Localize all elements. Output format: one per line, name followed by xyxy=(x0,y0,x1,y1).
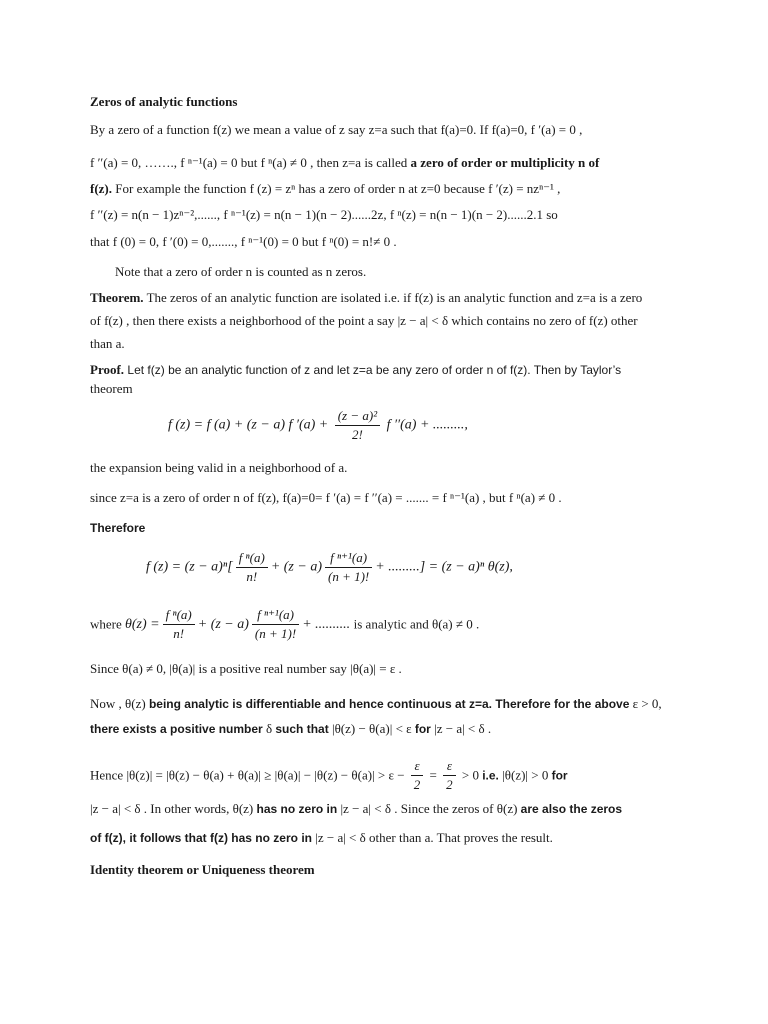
math-text: = xyxy=(426,767,441,783)
paragraph-line: By a zero of a function f(z) we mean a value of z say z=a such that f(a)=0. If f(a)=0, f ′(a) = 0 , xyxy=(90,122,583,137)
eq-text: + .........] = (z − a)ⁿ θ(z), xyxy=(375,559,513,575)
denominator: n! xyxy=(246,569,258,584)
theorem-text: The zeros of an analytic function are isolated i.e. if f(z) is an analytic function and z=a is a zero xyxy=(143,290,643,305)
math-text: > 0 xyxy=(458,767,483,783)
paragraph-line: the expansion being valid in a neighborhood of a. xyxy=(90,460,348,475)
sans-bold-text: being analytic is differentiable and hence continuous at z=a. Therefore for the above xyxy=(148,697,630,711)
math-text: |z − a| < δ . In other words, θ(z) xyxy=(90,801,257,816)
math-text: f ′′(a) = 0, ……., f ⁿ⁻¹(a) = 0 but f ⁿ(a) ≠ 0 , then z=a is called xyxy=(90,155,411,170)
eq-text: f (z) = f (a) + (z − a) f ′(a) + xyxy=(168,417,332,433)
paragraph-line xyxy=(90,721,491,737)
eq-text: f ′′(a) + ........., xyxy=(383,417,468,433)
numerator: f ⁿ⁺¹(a) xyxy=(325,550,372,568)
theta-eq xyxy=(125,607,354,641)
sans-bold-text: has no zero in xyxy=(256,802,338,816)
therefore-label: Therefore xyxy=(90,521,146,535)
fraction xyxy=(252,607,299,642)
math-text: For example the function f (z) = zⁿ has a zero of order n at z=0 because f ′(z) = nzⁿ⁻¹ , xyxy=(112,181,561,196)
eq-text: + (z − a) xyxy=(270,559,322,575)
eq-text: θ(z) = xyxy=(125,616,160,632)
sans-bold-text: of f(z), it follows that f(z) has no zero in xyxy=(90,831,312,845)
math-text: |z − a| < δ other than a. That proves the result. xyxy=(311,830,553,845)
denominator: n! xyxy=(173,626,185,641)
math-text: Now , θ(z) xyxy=(90,696,149,711)
proof-line xyxy=(90,362,621,378)
proof-line: theorem xyxy=(90,381,133,396)
numerator: ε xyxy=(411,758,424,776)
section-heading: Identity theorem or Uniqueness theorem xyxy=(90,862,315,877)
paragraph-line xyxy=(90,696,662,712)
fraction xyxy=(325,550,372,585)
note-line: Note that a zero of order n is counted as n zeros. xyxy=(115,264,367,279)
math-text: Hence |θ(z)| = |θ(z) − θ(a) + θ(a)| ≥ |θ(a)| − |θ(z) − θ(a)| > ε − xyxy=(90,767,408,783)
math-text: |θ(z)| > 0 xyxy=(498,767,552,783)
theorem-label: Theorem. xyxy=(90,290,144,305)
sans-bold-text: such that xyxy=(275,722,329,736)
denominator: (n + 1)! xyxy=(254,626,297,641)
hence-line xyxy=(90,758,568,793)
paragraph-line xyxy=(90,830,553,846)
expansion-equation xyxy=(146,550,513,585)
paragraph-line xyxy=(90,155,599,171)
fraction xyxy=(236,550,268,585)
paragraph-line xyxy=(90,181,560,197)
sans-bold-text: for xyxy=(414,722,431,736)
eq-text: + .......... xyxy=(302,616,351,632)
where-label: where xyxy=(90,616,122,632)
numerator: (z − a)² xyxy=(335,408,380,426)
denominator: 2 xyxy=(446,777,453,792)
fraction xyxy=(163,607,195,642)
proof-text: Let f(z) be an analytic function of z and let z=a be any zero of order n of f(z). Then by Taylor’s xyxy=(124,363,622,377)
math-text: |z − a| < δ . xyxy=(430,721,492,736)
denominator: 2! xyxy=(351,427,363,442)
math-text: |z − a| < δ . Since the zeros of θ(z) xyxy=(337,801,521,816)
math-text: |θ(z) − θ(a)| < ε xyxy=(328,721,415,736)
eq-text: f (z) = (z − a)ⁿ[ xyxy=(146,559,233,575)
fraction xyxy=(443,758,456,793)
eq-text: + (z − a) xyxy=(197,616,249,632)
numerator: f ⁿ⁺¹(a) xyxy=(252,607,299,625)
paragraph-line: Since θ(a) ≠ 0, |θ(a)| is a positive real number say |θ(a)| = ε . xyxy=(90,661,402,676)
taylor-equation xyxy=(168,408,468,443)
paragraph-line: f ′′(z) = n(n − 1)zⁿ⁻²,......, f ⁿ⁻¹(z) = n(n − 1)(n − 2)......2z, f ⁿ(z) = n(n − 1)(n − 2)......2.1 so xyxy=(90,207,558,222)
paragraph-line xyxy=(90,801,622,817)
theorem-line: than a. xyxy=(90,336,125,351)
bold-term: f(z). xyxy=(90,181,113,196)
eq-tail: is analytic and θ(a) ≠ 0 . xyxy=(353,616,480,632)
denominator: 2 xyxy=(413,777,421,792)
fraction xyxy=(335,408,380,443)
numerator: ε xyxy=(443,758,456,776)
paragraph-line: since z=a is a zero of order n of f(z), f(a)=0= f ′(a) = f ′′(a) = ....... = f ⁿ⁻¹(a) , but f ⁿ(a) ≠ 0 . xyxy=(90,490,562,505)
fraction xyxy=(411,758,424,793)
numerator: f ⁿ(a) xyxy=(236,550,268,568)
proof-label: Proof. xyxy=(90,362,125,377)
sans-bold-text: there exists a positive number xyxy=(90,722,263,736)
bold-term: a zero of order or multiplicity n of xyxy=(410,155,600,170)
theta-definition xyxy=(90,607,479,642)
numerator: f ⁿ(a) xyxy=(163,607,195,625)
paragraph-line: that f (0) = 0, f ′(0) = 0,......., f ⁿ⁻¹(0) = 0 but f ⁿ(0) = n!≠ 0 . xyxy=(90,234,397,249)
sans-bold-text: i.e. xyxy=(482,768,499,783)
denominator: (n + 1)! xyxy=(327,569,370,584)
math-text: ε > 0, xyxy=(629,696,662,711)
theorem-line: of f(z) , then there exists a neighborhood of the point a say |z − a| < δ which contains no zero of f(z) other xyxy=(90,313,638,328)
theorem-line xyxy=(90,290,642,306)
sans-bold-text: for xyxy=(551,768,568,783)
sans-bold-text: are also the zeros xyxy=(520,802,623,816)
math-text: δ xyxy=(262,721,276,736)
section-heading: Zeros of analytic functions xyxy=(90,94,238,109)
